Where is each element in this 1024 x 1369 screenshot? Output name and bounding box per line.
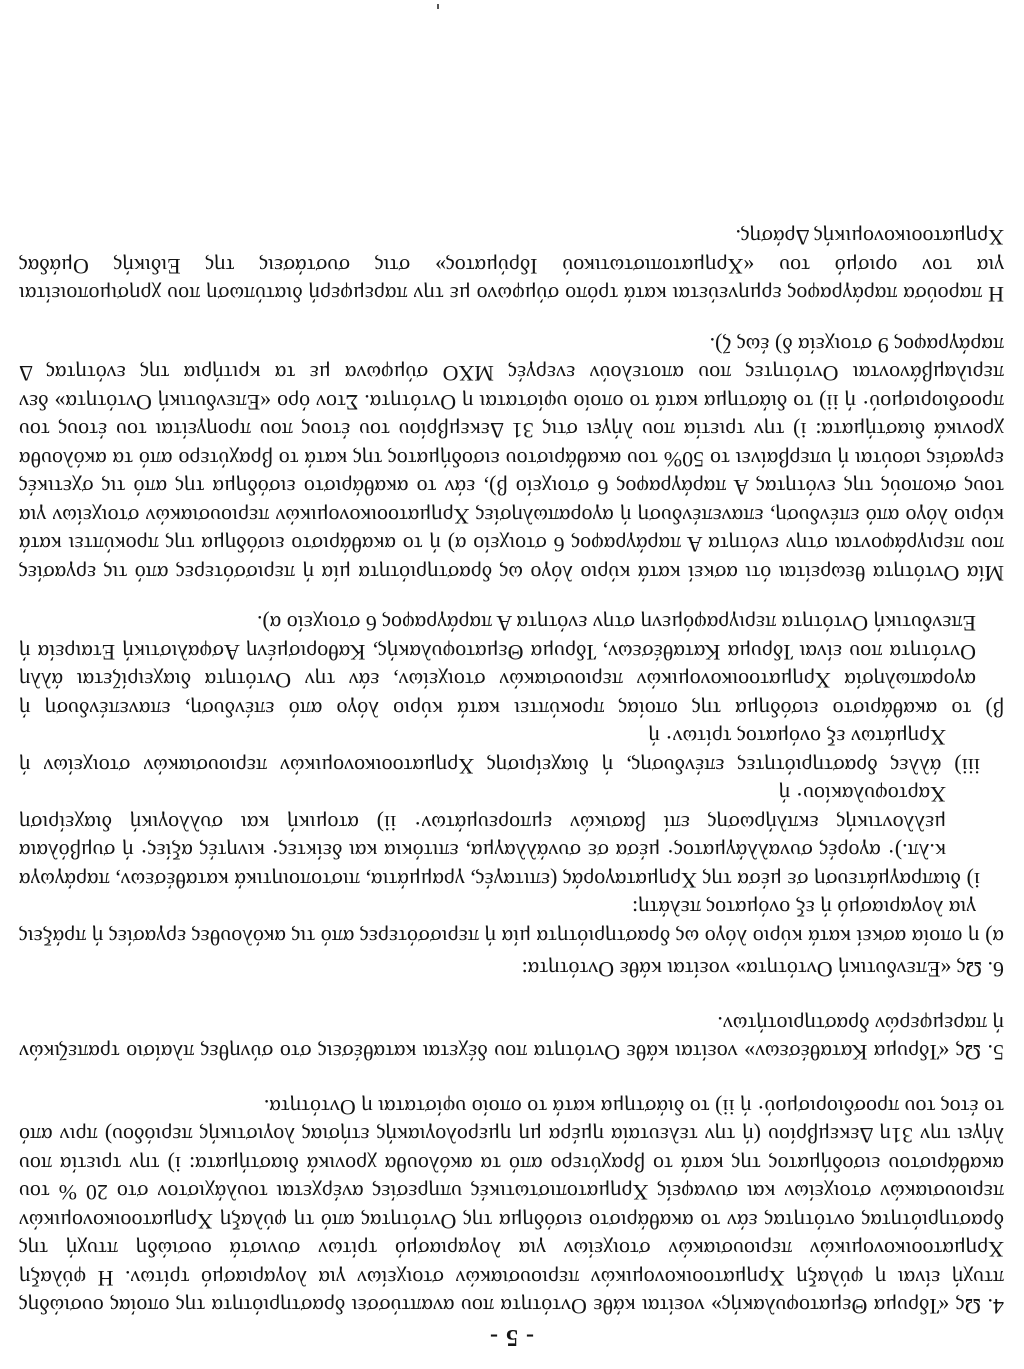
paragraph-6a-iii: iii) άλλες δραστηριότητες επένδυσης, ή διαχείρισης Χρηματοοικονομικών περιουσιακών στοιχείων ή Χρημάτων εξ ονόματος τρίτων· ή: [19, 725, 980, 779]
scan-speck-mark: [437, 4, 439, 9]
paragraph-4-custodial-institution: 4. Ως «Ίδρυμα Θεματοφυλακής» νοείται κάθε Οντότητα που αναπτύσσει δραστηριότητα της οποίας ουσιώδης πτυχή είναι η φύλαξη Χρηματοοικονομικών περιουσιακών στοιχείων για λογαριασμό τρίτων. Η φύλαξη Χρηματοοικονομικών περιουσιακών στοιχείων για λογαριασμό τρίτων συνιστά ουσιώδη πτυχή της δραστηριότητας οντότητας εάν το ακαθάριστο εισόδημα της Οντότητας από τη φύλαξη Χρηματοοικονομικών περιουσιακών στοιχείων και συναφείς Χρηματοπιστωτικές υπηρεσίες ανέρχεται τουλάχιστον στο 20 % του ακαθάριστου εισοδήματος της κατά το βραχύτερο από τα ακόλουθα χρονικά διαστήματα: i) την τριετία που λήγει την 31η Δεκεμβρίου (ή την τελευταία ημέρα μη ημερολογιακής ετήσιας λογιστικής περιόδου) πριν από το έτος του προσδιορισμού· ή ii) το διάστημα κατά το οποίο υφίσταται η Οντότητα.: [19, 1095, 1004, 1320]
page-number: - 5 -: [489, 1324, 534, 1350]
paragraph-6-interpretation: Η παρούσα παράγραφος ερμηνεύεται κατά τρόπο σύμφωνο με την παρεμφερή διατύπωση που χρησιμοποιείται για τον ορισμό του «Χρηματοπιστωτικού Ιδρύματος» στις συστάσεις της Ειδικής Ομάδας Χρηματοοικονομικής Δράσης.: [19, 225, 1004, 308]
paragraph-6-intro: 6. Ως «Επενδυτική Οντότητα» νοείται κάθε Οντότητα:: [521, 957, 1004, 983]
paragraph-6a-i: i) διαπραγμάτευση σε μέσα της Χρηματαγοράς (επιταγές, γραμμάτια, πιστοποιητικά καταθέσεων, παράγωγα κ.λπ.)· αγορές συναλλάγματος· μέσα σε συνάλλαγμα, επιτόκια και δείκτες· κινητές αξίες· ή συμβόλαια μελλοντικής εκπλήρωσης επί βασικών εμπορευμάτων· ii) ατομική και συλλογική διαχείριση Χαρτοφυλακίου· ή: [19, 782, 980, 893]
document-body: [19, 205, 1004, 1351]
paragraph-5-depository-institution: 5. Ως «Ίδρυμα Καταθέσεων» νοείται κάθε Οντότητα που δέχεται καταθέσεις στο σύνηθες πλαίσιο τραπεζικών ή παρεμφερών δραστηριοτήτων.: [19, 1012, 1004, 1066]
paragraph-6-continuation: Μία Οντότητα θεωρείται ότι ασκεί κατά κύριο λόγο ως δραστηριότητα μία ή περισσότερες από τις εργασίες που περιγράφονται στην ενότητα Α παράγραφος 6 στοιχείο α) ή το ακαθάριστο εισόδημα της προκύπτει κατά κύριο λόγο από επένδυση, επανεπένδυση ή αγοραπωλησίες Χρηματοοικονομικών περιουσιακών στοιχείων για τους σκοπούς της ενότητας Α παράγραφος 6 στοιχείο β), εάν το ακαθάριστο εισόδημα της από τις σχετικές εργασίες ισούται ή υπερβαίνει το 50% του ακαθάριστου εισοδήματος της κατά το βραχύτερο από τα ακόλουθα χρονικά διαστήματα: i) την τριετία που λήγει στις 31 Δεκεμβρίου του έτους που προηγείται του έτους του προσδιορισμού· ή ii) το διάστημα κατά το οποίο υφίσταται η Οντότητα. Στον όρο «Επενδυτική Οντότητα» δεν περιλαμβάνονται Οντότητες που αποτελούν ενεργές ΜΧΟ σύμφωνα με τα κριτήρια της ενότητας Δ παράγραφος 9 στοιχεία δ) έως ζ).: [19, 333, 1004, 586]
paragraph-6b: β) το ακαθάριστο εισόδημα της οποίας προκύπτει κατά κύριο λόγο από επένδυση, επανεπένδυση ή αγοραπωλησία Χρηματοοικονομικών περιουσιακών στοιχείων, εάν την Οντότητα διαχειρίζεται άλλη Οντότητα που είναι Ίδρυμα Καταθέσεων, Ίδρυμα Θεματοφυλακής, Καθορισμένη Ασφαλιστική Εταιρεία ή Επενδυτική Οντότητα περιγραφόμενη στην ενότητα Α παράγραφος 6 στοιχείο α).: [19, 611, 1004, 722]
paragraph-6a-intro: α) η οποία ασκεί κατά κύριο λόγο ως δραστηριότητα μία ή περισσότερες από τις ακόλουθες εργασίες ή πράξεις για λογαριασμό ή εξ ονόματος πελάτη:: [19, 896, 1004, 950]
